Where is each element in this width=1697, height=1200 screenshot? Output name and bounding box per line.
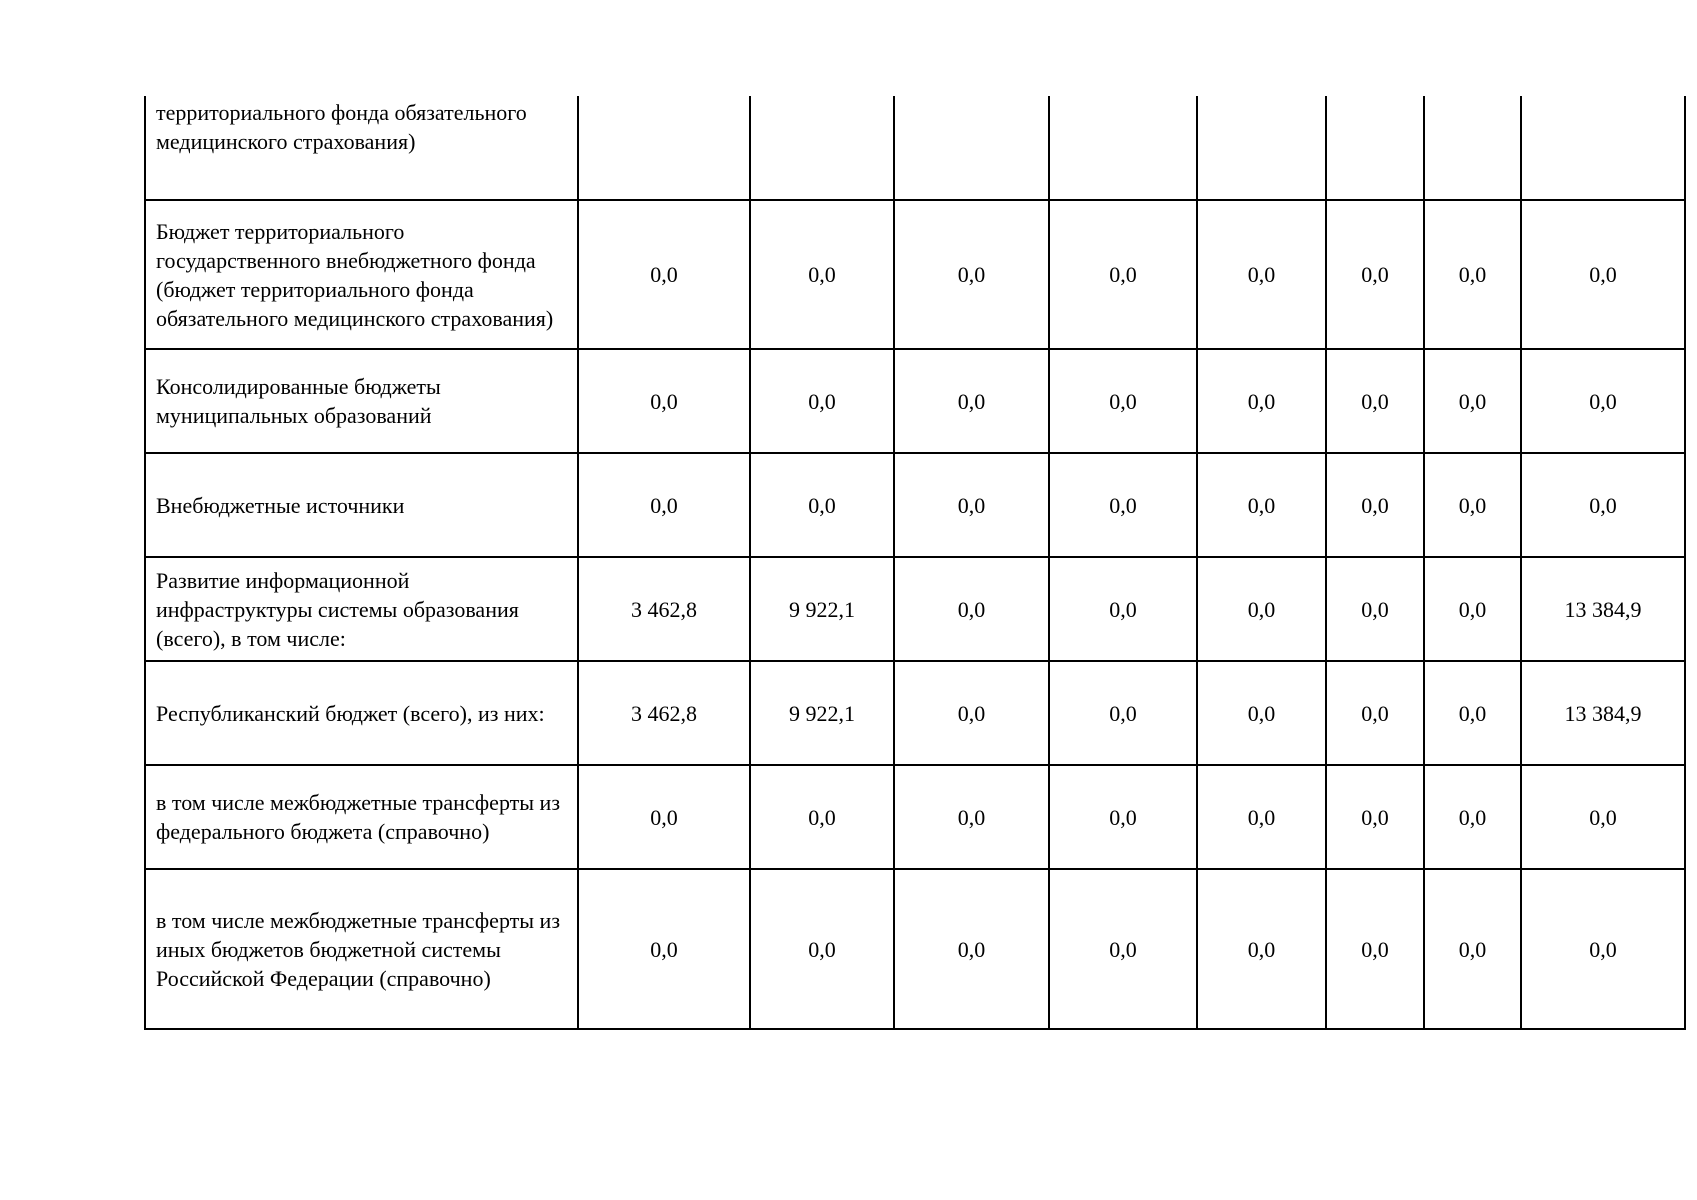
value-cell: 3 462,8	[578, 661, 750, 765]
value-cell: 0,0	[1326, 453, 1424, 557]
value-cell	[1197, 96, 1326, 200]
value-cell: 0,0	[1424, 869, 1521, 1029]
value-cell: 0,0	[1424, 661, 1521, 765]
value-cell: 0,0	[1197, 200, 1326, 349]
value-cell: 0,0	[578, 200, 750, 349]
value-cell: 0,0	[894, 453, 1049, 557]
value-cell: 0,0	[1326, 765, 1424, 869]
value-cell: 0,0	[1521, 349, 1685, 453]
value-cell: 0,0	[1197, 765, 1326, 869]
value-cell: 0,0	[1521, 200, 1685, 349]
value-cell: 0,0	[1521, 869, 1685, 1029]
value-cell: 13 384,9	[1521, 661, 1685, 765]
value-cell: 0,0	[1326, 557, 1424, 661]
table-row	[145, 200, 1685, 349]
value-cell: 0,0	[1197, 869, 1326, 1029]
value-cell: 0,0	[894, 349, 1049, 453]
value-cell: 0,0	[578, 869, 750, 1029]
value-cell: 0,0	[1049, 869, 1197, 1029]
value-cell: 0,0	[1049, 765, 1197, 869]
value-cell: 0,0	[1049, 661, 1197, 765]
table-row	[145, 557, 1685, 661]
value-cell: 0,0	[1424, 200, 1521, 349]
value-cell: 0,0	[1521, 765, 1685, 869]
value-cell	[750, 96, 894, 200]
value-cell: 0,0	[1197, 661, 1326, 765]
value-cell	[1049, 96, 1197, 200]
table-row	[145, 661, 1685, 765]
value-cell: 0,0	[894, 661, 1049, 765]
value-cell: 0,0	[1197, 349, 1326, 453]
row-label: Консолидированные бюджеты муниципальных образований	[145, 349, 578, 453]
value-cell	[1424, 96, 1521, 200]
row-label: Внебюджетные источники	[145, 453, 578, 557]
value-cell: 0,0	[1424, 453, 1521, 557]
value-cell: 0,0	[894, 765, 1049, 869]
value-cell: 0,0	[1197, 453, 1326, 557]
table-row	[145, 869, 1685, 1029]
value-cell	[1326, 96, 1424, 200]
value-cell: 0,0	[1049, 200, 1197, 349]
table-row	[145, 453, 1685, 557]
value-cell: 0,0	[1424, 349, 1521, 453]
value-cell: 9 922,1	[750, 661, 894, 765]
value-cell: 13 384,9	[1521, 557, 1685, 661]
value-cell: 0,0	[750, 869, 894, 1029]
row-label: Развитие информационной инфраструктуры системы образования (всего), в том числе:	[145, 557, 578, 661]
value-cell: 0,0	[1521, 453, 1685, 557]
budget-table	[144, 96, 1686, 1030]
value-cell	[578, 96, 750, 200]
value-cell: 0,0	[894, 557, 1049, 661]
value-cell: 0,0	[1049, 349, 1197, 453]
value-cell	[894, 96, 1049, 200]
row-label: в том числе межбюджетные трансферты из федерального бюджета (справочно)	[145, 765, 578, 869]
value-cell	[1521, 96, 1685, 200]
value-cell: 0,0	[750, 453, 894, 557]
value-cell: 0,0	[894, 200, 1049, 349]
value-cell: 0,0	[1424, 765, 1521, 869]
row-label: в том числе межбюджетные трансферты из иных бюджетов бюджетной системы Российской Федерации (справочно)	[145, 869, 578, 1029]
value-cell: 0,0	[750, 349, 894, 453]
value-cell: 0,0	[578, 765, 750, 869]
value-cell: 0,0	[1326, 200, 1424, 349]
value-cell: 0,0	[894, 869, 1049, 1029]
value-cell: 9 922,1	[750, 557, 894, 661]
value-cell: 3 462,8	[578, 557, 750, 661]
table-row	[145, 349, 1685, 453]
value-cell: 0,0	[1197, 557, 1326, 661]
value-cell: 0,0	[1326, 661, 1424, 765]
value-cell: 0,0	[578, 453, 750, 557]
value-cell: 0,0	[1424, 557, 1521, 661]
row-label: Бюджет территориального государственного внебюджетного фонда (бюджет территориального фонда обязательного медицинского страхования)	[145, 200, 578, 349]
row-label: Республиканский бюджет (всего), из них:	[145, 661, 578, 765]
value-cell: 0,0	[750, 200, 894, 349]
value-cell: 0,0	[578, 349, 750, 453]
row-label: территориального фонда обязательного медицинского страхования)	[145, 96, 578, 200]
table-row	[145, 96, 1685, 200]
value-cell: 0,0	[1049, 453, 1197, 557]
table-row	[145, 765, 1685, 869]
value-cell: 0,0	[750, 765, 894, 869]
value-cell: 0,0	[1049, 557, 1197, 661]
value-cell: 0,0	[1326, 349, 1424, 453]
value-cell: 0,0	[1326, 869, 1424, 1029]
